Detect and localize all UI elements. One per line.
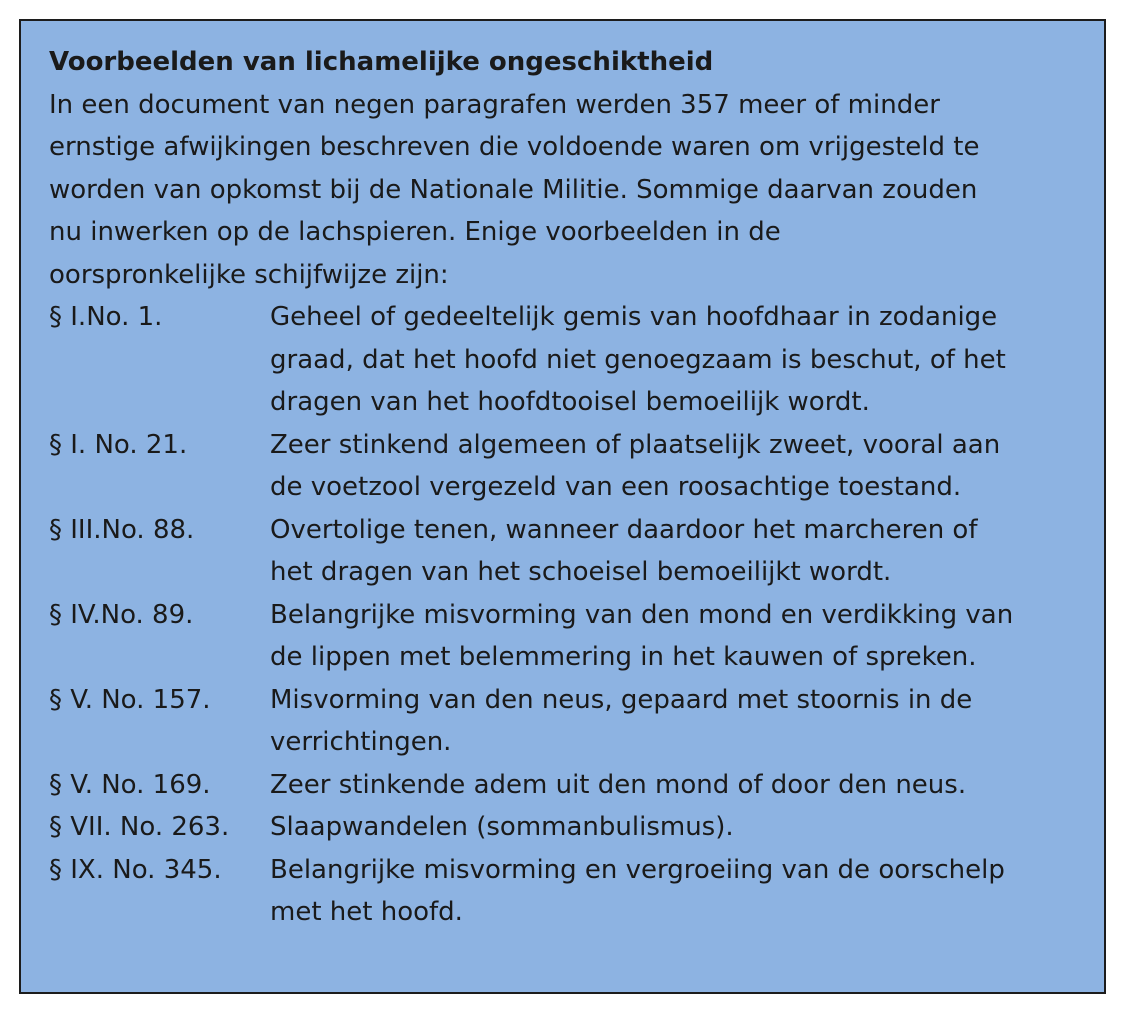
paragraph-reference: § I. No. 21.: [49, 429, 188, 460]
entry-description: [270, 594, 1089, 679]
intro-line: worden van opkomst bij de Nationale Militie. Sommige daarvan zouden: [49, 174, 978, 205]
description-line: het dragen van het schoeisel bemoeilijkt wordt.: [270, 557, 892, 587]
paragraph-reference: § IV.No. 89.: [49, 599, 194, 630]
paragraph-reference: § IX. No. 345.: [49, 854, 222, 885]
description-line: met het hoofd.: [270, 897, 463, 927]
description-line: de lippen met belemmering in het kauwen of spreken.: [270, 642, 977, 672]
description-line: Geheel of gedeeltelijk gemis van hoofdhaar in zodanige: [270, 302, 998, 332]
description-line: Belangrijke misvorming van den mond en verdikking van: [270, 599, 1014, 630]
entry-description: [270, 679, 1089, 764]
intro-line: nu inwerken op de lachspieren. Enige voorbeelden in de: [49, 217, 781, 247]
list-item: [49, 806, 1089, 849]
intro-line: oorspronkelijke schijfwijze zijn:: [49, 259, 449, 290]
entry-description: [270, 806, 1089, 849]
list-item: [49, 594, 1089, 679]
description-line: Belangrijke misvorming en vergroeiing van de oorschelp: [270, 854, 1005, 885]
paragraph-reference: § VII. No. 263.: [49, 812, 230, 842]
paragraph-reference: § I.No. 1.: [49, 302, 163, 332]
entry-description: [270, 424, 1089, 509]
intro-line: ernstige afwijkingen beschreven die voldoende waren om vrijgesteld te: [49, 132, 980, 162]
list-item: [49, 764, 1089, 807]
description-line: Zeer stinkend algemeen of plaatselijk zweet, vooral aan: [270, 429, 1001, 460]
list-item: [49, 679, 1089, 764]
entry-description: [270, 296, 1089, 424]
paragraph-reference: § V. No. 169.: [49, 769, 211, 800]
entry-description: [270, 764, 1089, 807]
description-line: Slaapwandelen (sommanbulismus).: [270, 812, 734, 842]
description-line: dragen van het hoofdtooisel bemoeilijk wordt.: [270, 387, 870, 417]
text-box: [19, 19, 1106, 994]
intro-line: In een document van negen paragrafen werden 357 meer of minder: [49, 89, 940, 120]
description-line: graad, dat het hoofd niet genoegzaam is beschut, of het: [270, 344, 1006, 375]
description-line: Misvorming van den neus, gepaard met stoornis in de: [270, 684, 973, 715]
entry-description: [270, 509, 1089, 594]
entry-list: [49, 296, 1089, 934]
intro-paragraph: [49, 84, 1089, 297]
list-item: [49, 849, 1089, 934]
box-title: Voorbeelden van lichamelijke ongeschiktheid: [49, 47, 714, 77]
description-line: Overtolige tenen, wanneer daardoor het marcheren of: [270, 514, 978, 545]
text-box-content: [49, 41, 1089, 934]
paragraph-reference: § III.No. 88.: [49, 514, 195, 545]
list-item: [49, 424, 1089, 509]
description-line: verrichtingen.: [270, 727, 452, 757]
list-item: [49, 509, 1089, 594]
description-line: Zeer stinkende adem uit den mond of door den neus.: [270, 769, 967, 800]
entry-description: [270, 849, 1089, 934]
list-item: [49, 296, 1089, 424]
description-line: de voetzool vergezeld van een roosachtige toestand.: [270, 472, 962, 502]
paragraph-reference: § V. No. 157.: [49, 684, 211, 715]
